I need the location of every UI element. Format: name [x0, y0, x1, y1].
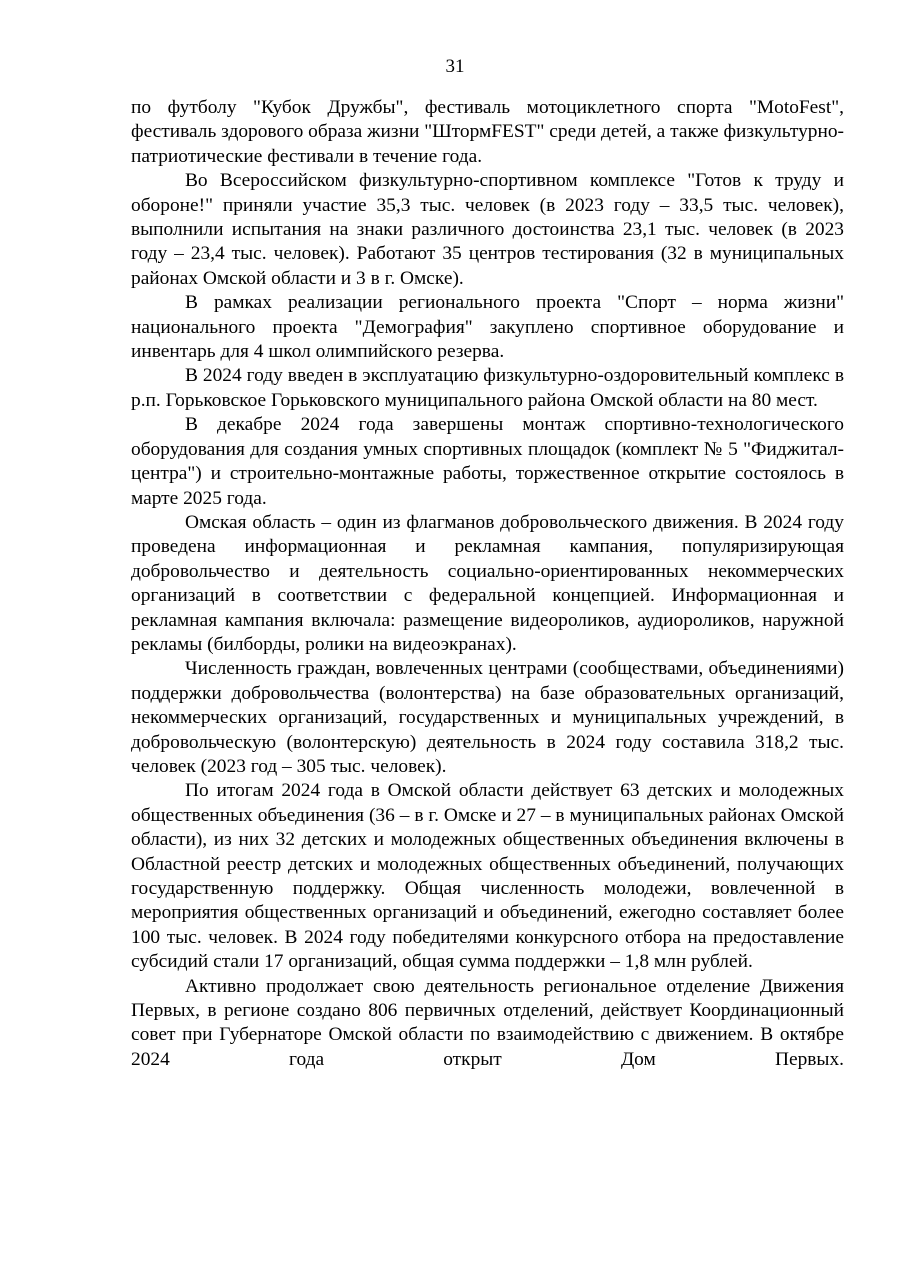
paragraph-2: Во Всероссийском физкультурно-спортивном комплексе "Готов к труду и обороне!" приняли участие 35,3 тыс. человек (в 2023 году – 33,5 тыс. человек), выполнили испытания на знаки различного достоинства 23,1 тыс. человек (в 2023 году – 23,4 тыс. человек). Работают 35 центров тестирования (32 в муниципальных районах Омской области и 3 в г. Омске). — [131, 170, 844, 289]
paragraph-6: Омская область – один из флагманов добровольческого движения. В 2024 году проведена информационная и рекламная кампания, популяризирующая добровольчество и деятельность социально-ориентированных некоммерческих организаций в соответствии с федеральной концепцией. Информационная и рекламная кампания включала: размещение видеороликов, аудиороликов, наружной рекламы (билборды, ролики на видеоэкранах). — [131, 511, 844, 655]
paragraph-1: по футболу "Кубок Дружбы", фестиваль мотоциклетного спорта "MotoFest", фестиваль здорового образа жизни "ШтормFEST" среди детей, а также физкультурно-патриотические фестивали в течение года. — [131, 97, 844, 167]
paragraph-4: В 2024 году введен в эксплуатацию физкультурно-оздоровительный комплекс в р.п. Горьковское Горьковского муниципального района Омской области на 80 мест. — [131, 365, 844, 411]
paragraph-3: В рамках реализации регионального проекта "Спорт – норма жизни" национального проекта "Демография" закуплено спортивное оборудование и инвентарь для 4 школ олимпийского резерва. — [131, 292, 844, 363]
paragraph-9: Активно продолжает свою деятельность региональное отделение Движения Первых, в регионе создано 806 первичных отделений, действует Координационный совет при Губернаторе Омской области по взаимодействию с движением. В октябре 2024 года открыт Дом Первых. — [131, 975, 844, 1070]
page-number: 31 — [445, 56, 465, 77]
body-text — [131, 96, 844, 1072]
paragraph-5: В декабре 2024 года завершены монтаж спортивно-технологического оборудования для создания умных спортивных площадок (комплект № 5 "Фиджитал-центра") и строительно-монтажные работы, торжественное открытие состоялось в марте 2025 года. — [131, 414, 844, 509]
paragraph-7: Численность граждан, вовлеченных центрами (сообществами, объединениями) поддержки добровольчества (волонтерства) на базе образовательных организаций, некоммерческих организаций, государственных и муниципальных учреждений, в добровольческую (волонтерскую) деятельность в 2024 году составила 318,2 тыс. человек (2023 год – 305 тыс. человек). — [131, 658, 844, 777]
paragraph-8: По итогам 2024 года в Омской области действует 63 детских и молодежных общественных объединения (36 – в г. Омске и 27 – в муниципальных районах Омской области), из них 32 детских и молодежных общественных объединения включены в Областной реестр детских и молодежных общественных объединений, получающих государственную поддержку. Общая численность молодежи, вовлеченной в мероприятия общественных организаций и объединений, ежегодно составляет более 100 тыс. человек. В 2024 году победителями конкурсного отбора на предоставление субсидий стали 17 организаций, общая сумма поддержки – 1,8 млн рублей. — [131, 780, 844, 973]
